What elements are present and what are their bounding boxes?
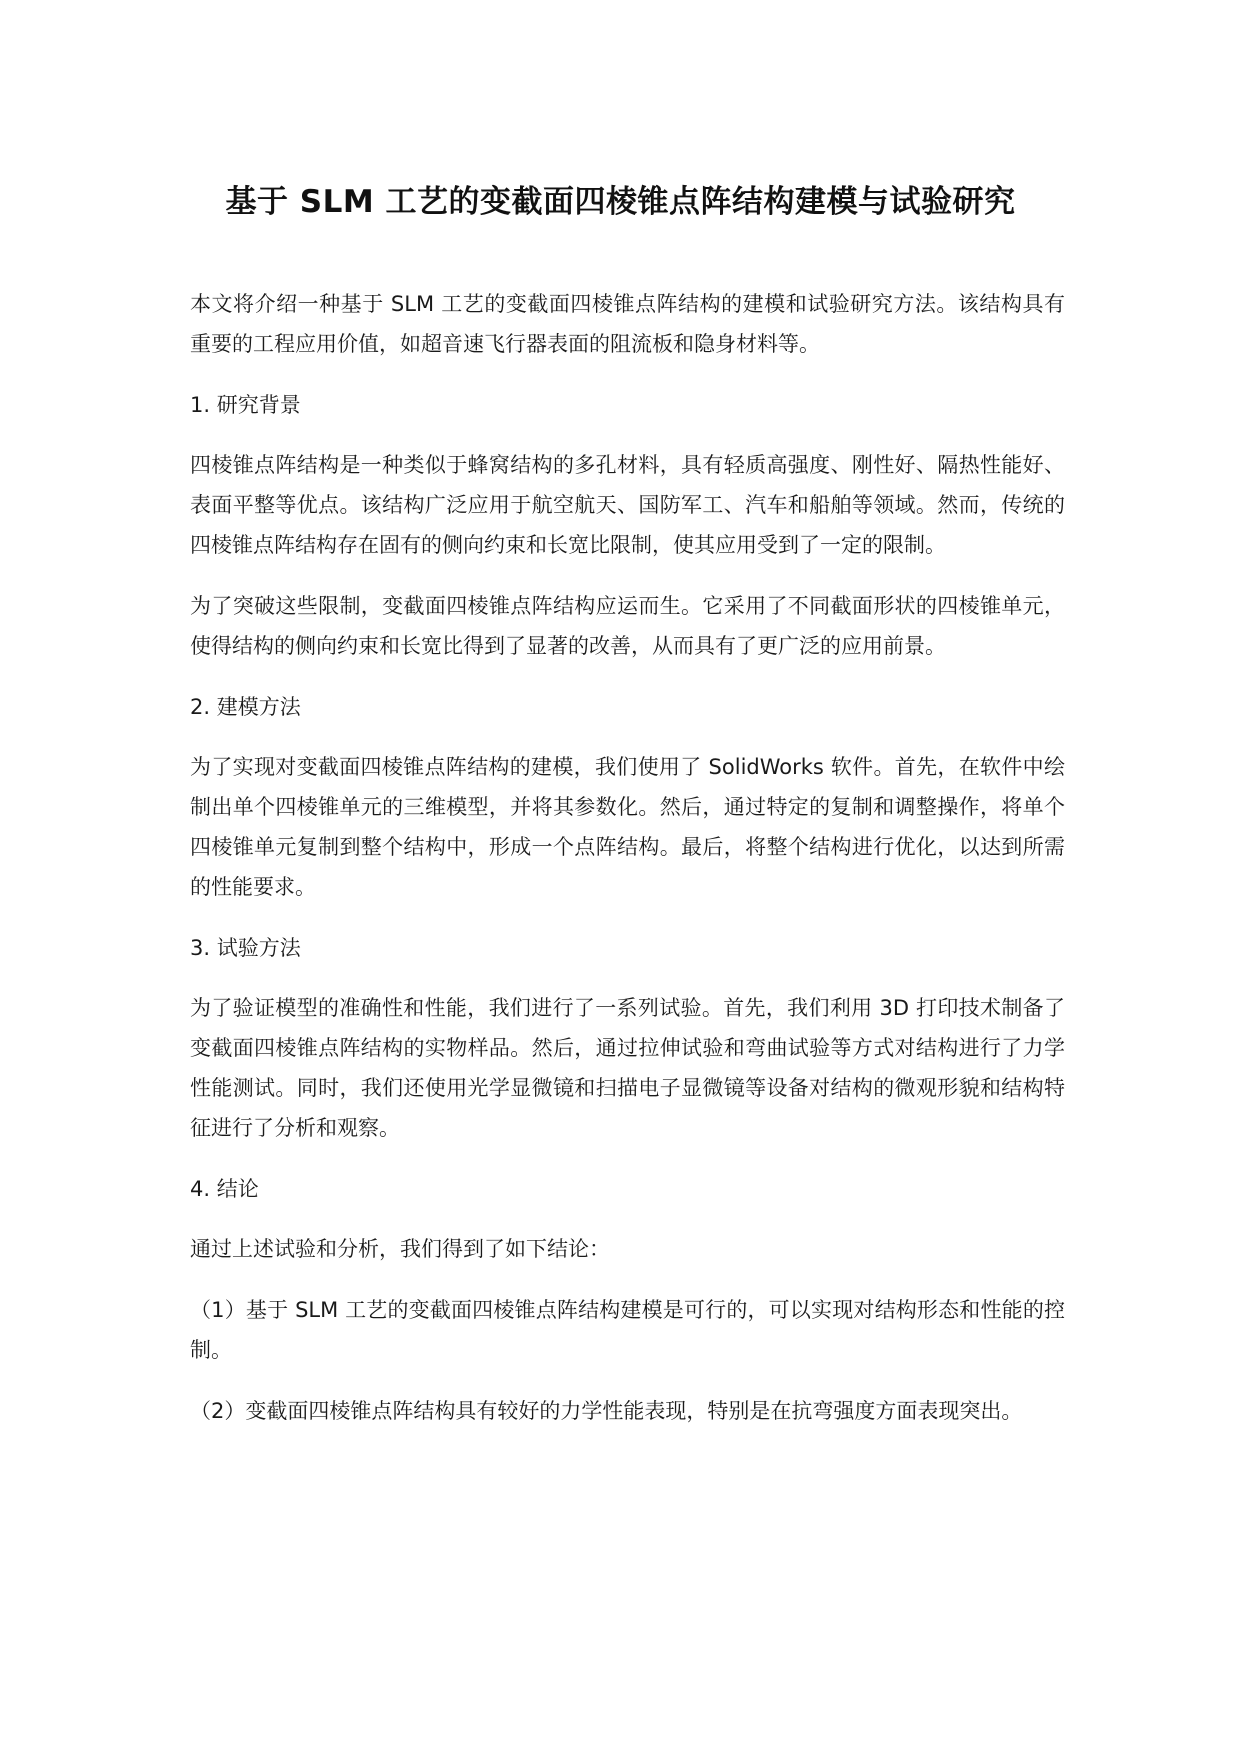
document-title: 基于 SLM 工艺的变截面四棱锥点阵结构建模与试验研究 (225, 184, 1016, 220)
section-heading-conclusion: 4. 结论 (190, 1177, 259, 1201)
document-body (190, 284, 1065, 1452)
conclusion-lead-paragraph: 通过上述试验和分析，我们得到了如下结论： (190, 1237, 610, 1261)
conclusion-item-1: （1）基于 SLM 工艺的变截面四棱锥点阵结构建模是可行的，可以实现对结构形态和性能的控制。 (190, 1298, 1065, 1362)
modeling-paragraph: 为了实现对变截面四棱锥点阵结构的建模，我们使用了 SolidWorks 软件。首先，在软件中绘制出单个四棱锥单元的三维模型，并将其参数化。然后，通过特定的复制和调整操作，将单个四棱锥单元复制到整个结构中，形成一个点阵结构。最后，将整个结构进行优化，以达到所需的性能要求。 (190, 755, 1065, 899)
section-heading-modeling: 2. 建模方法 (190, 695, 301, 719)
background-paragraph-1: 四棱锥点阵结构是一种类似于蜂窝结构的多孔材料，具有轻质高强度、刚性好、隔热性能好、表面平整等优点。该结构广泛应用于航空航天、国防军工、汽车和船舶等领域。然而，传统的四棱锥点阵结构存在固有的侧向约束和长宽比限制，使其应用受到了一定的限制。 (190, 453, 1065, 557)
section-heading-background: 1. 研究背景 (190, 393, 301, 417)
background-paragraph-2: 为了突破这些限制，变截面四棱锥点阵结构应运而生。它采用了不同截面形状的四棱锥单元，使得结构的侧向约束和长宽比得到了显著的改善，从而具有了更广泛的应用前景。 (190, 594, 1065, 658)
intro-paragraph: 本文将介绍一种基于 SLM 工艺的变截面四棱锥点阵结构的建模和试验研究方法。该结构具有重要的工程应用价值，如超音速飞行器表面的阻流板和隐身材料等。 (190, 292, 1065, 356)
testing-paragraph: 为了验证模型的准确性和性能，我们进行了一系列试验。首先，我们利用 3D 打印技术制备了变截面四棱锥点阵结构的实物样品。然后，通过拉伸试验和弯曲试验等方式对结构进行了力学性能测试。同时，我们还使用光学显微镜和扫描电子显微镜等设备对结构的微观形貌和结构特征进行了分析和观察。 (190, 996, 1065, 1140)
section-heading-testing: 3. 试验方法 (190, 936, 301, 960)
conclusion-item-2: （2）变截面四棱锥点阵结构具有较好的力学性能表现，特别是在抗弯强度方面表现突出。 (190, 1399, 1023, 1423)
